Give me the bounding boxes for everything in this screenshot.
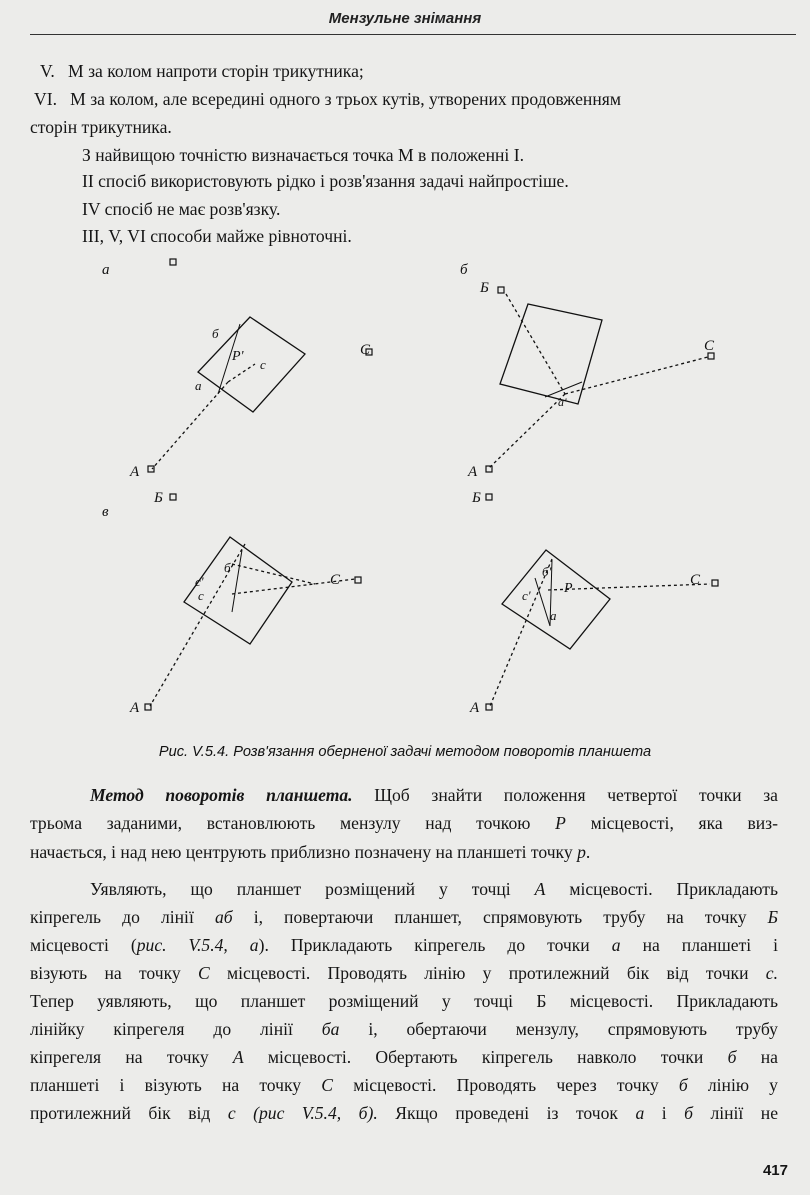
panel-label-a: а [102, 262, 110, 278]
ground-point-B: Б [154, 490, 163, 506]
paragraph-2-line-6: лінійку кіпрегеля до лінії ба і, обертаючи мензулу, спрямовують трубу [30, 1019, 778, 1039]
sight-line-b [506, 294, 565, 394]
paragraph-2-line-9: протилежний бік від с (рис V.5.4, б). Якщо проведені із точок а і б лінії не [30, 1103, 779, 1123]
conclusion-4: ІІІ, V, VI способи майже рівноточні. [82, 226, 352, 246]
paragraph-2-line-5: Тепер уявляють, що планшет розміщений у точці Б місцевості. Прикладають [30, 991, 778, 1011]
list-item-5 [40, 60, 364, 82]
paragraph-2-line-4: візують на точку С місцевості. Проводять лінію у протилежний бік від точки с. [30, 963, 778, 983]
figure-plane-table-rotation [90, 254, 770, 734]
panel-label-v: в [102, 504, 109, 520]
ground-point-A-d: А [470, 700, 480, 716]
paragraph-2-line-7: кіпрегеля на точку А місцевості. Обертають кіпрегель навколо точки б на [30, 1047, 778, 1067]
paragraph-2-line-1: Уявляють, що планшет розміщений у точці А місцевості. Прикладають [90, 879, 778, 899]
paragraph-2-line-8: планшеті і візують на точку С місцевості. Проводять через точку б лінію у [30, 1075, 778, 1095]
page-number: 417 [762, 1162, 788, 1179]
plan-point-b-prime-d: б' [542, 564, 552, 579]
plan-point-a-d: а [550, 608, 557, 623]
ground-point-B-b2: Б [472, 490, 481, 506]
running-head: Мензульне знімання [328, 10, 482, 27]
ground-point-B-b: Б [480, 280, 489, 296]
conclusion-3: IV спосіб не має розв'язку. [82, 199, 281, 219]
method-term: Метод поворотів планшета. [90, 785, 353, 805]
ground-point-C: С [360, 342, 371, 358]
ground-point-C-c: С [330, 572, 341, 588]
plan-point-c-prime-c: с' [195, 574, 204, 589]
point-P-d: Р [564, 581, 573, 596]
plane-table-b [500, 304, 602, 404]
list-text: М за колом, але всередині одного з трьох кутів, утворених продовженням [70, 89, 621, 109]
figure-caption: Рис. V.5.4. Розв'язання оберненої задачі методом поворотів планшета [158, 744, 652, 760]
list-number: VI. [34, 89, 57, 109]
sight-line-a-b [488, 394, 565, 469]
ground-point-A: А [130, 464, 140, 480]
plan-point-c-c: с [198, 588, 204, 603]
point-P-prime: Р' [232, 349, 244, 364]
triangle-side-d [535, 578, 550, 626]
list-number: V. [40, 61, 55, 81]
paragraph-2-line-2: кіпрегель до лінії аб і, повертаючи планшет, спрямовують трубу на точку Б [30, 907, 778, 927]
conclusion-2: ІІ спосіб використовують рідко і розв'язання задачі найпростіше. [82, 171, 569, 191]
header-rule [30, 34, 796, 35]
plane-table-d [502, 550, 610, 649]
sight-line-c2-c [232, 564, 315, 584]
plan-point-c-prime-d: с' [522, 588, 531, 603]
figure-drawing [90, 254, 770, 734]
plan-point-a: а [195, 378, 202, 393]
plan-point-b-prime-c: б' [224, 560, 234, 575]
ground-point-A-b: А [468, 464, 478, 480]
ground-point-C-d: С [690, 572, 701, 588]
ground-point-A-c: А [130, 700, 140, 716]
list-item-6-continuation: сторін трикутника. [30, 117, 172, 137]
paragraph-2-line-3: місцевості (рис. V.5.4, а). Прикладають кіпрегель до точки а на планшеті і [30, 935, 779, 955]
plan-point-b: б [212, 326, 219, 341]
line-ab-c [232, 550, 242, 612]
sight-line-c-a [228, 364, 255, 382]
paragraph-1-line-1: Метод поворотів планшета. Щоб знайти положення четвертої точки за [90, 785, 778, 805]
paragraph-1-line-2: трьома заданими, встановлюють мензулу над точкою Р місцевості, яка виз- [30, 813, 778, 833]
sight-line-a [152, 382, 228, 469]
paragraph-1-line-3: начається, і над нею центрують приблизно позначену на планшеті точку р. [30, 842, 591, 862]
list-item-6 [34, 88, 621, 110]
list-text: М за колом напроти сторін трикутника; [68, 61, 364, 81]
panel-label-b: б [460, 262, 468, 278]
plan-point-c: с [260, 357, 266, 372]
conclusion-1: З найвищою точністю визначається точка М в положенні І. [82, 145, 524, 165]
ground-point-C-b: С [704, 338, 715, 354]
plan-point-a-prime-b: а' [558, 395, 567, 409]
